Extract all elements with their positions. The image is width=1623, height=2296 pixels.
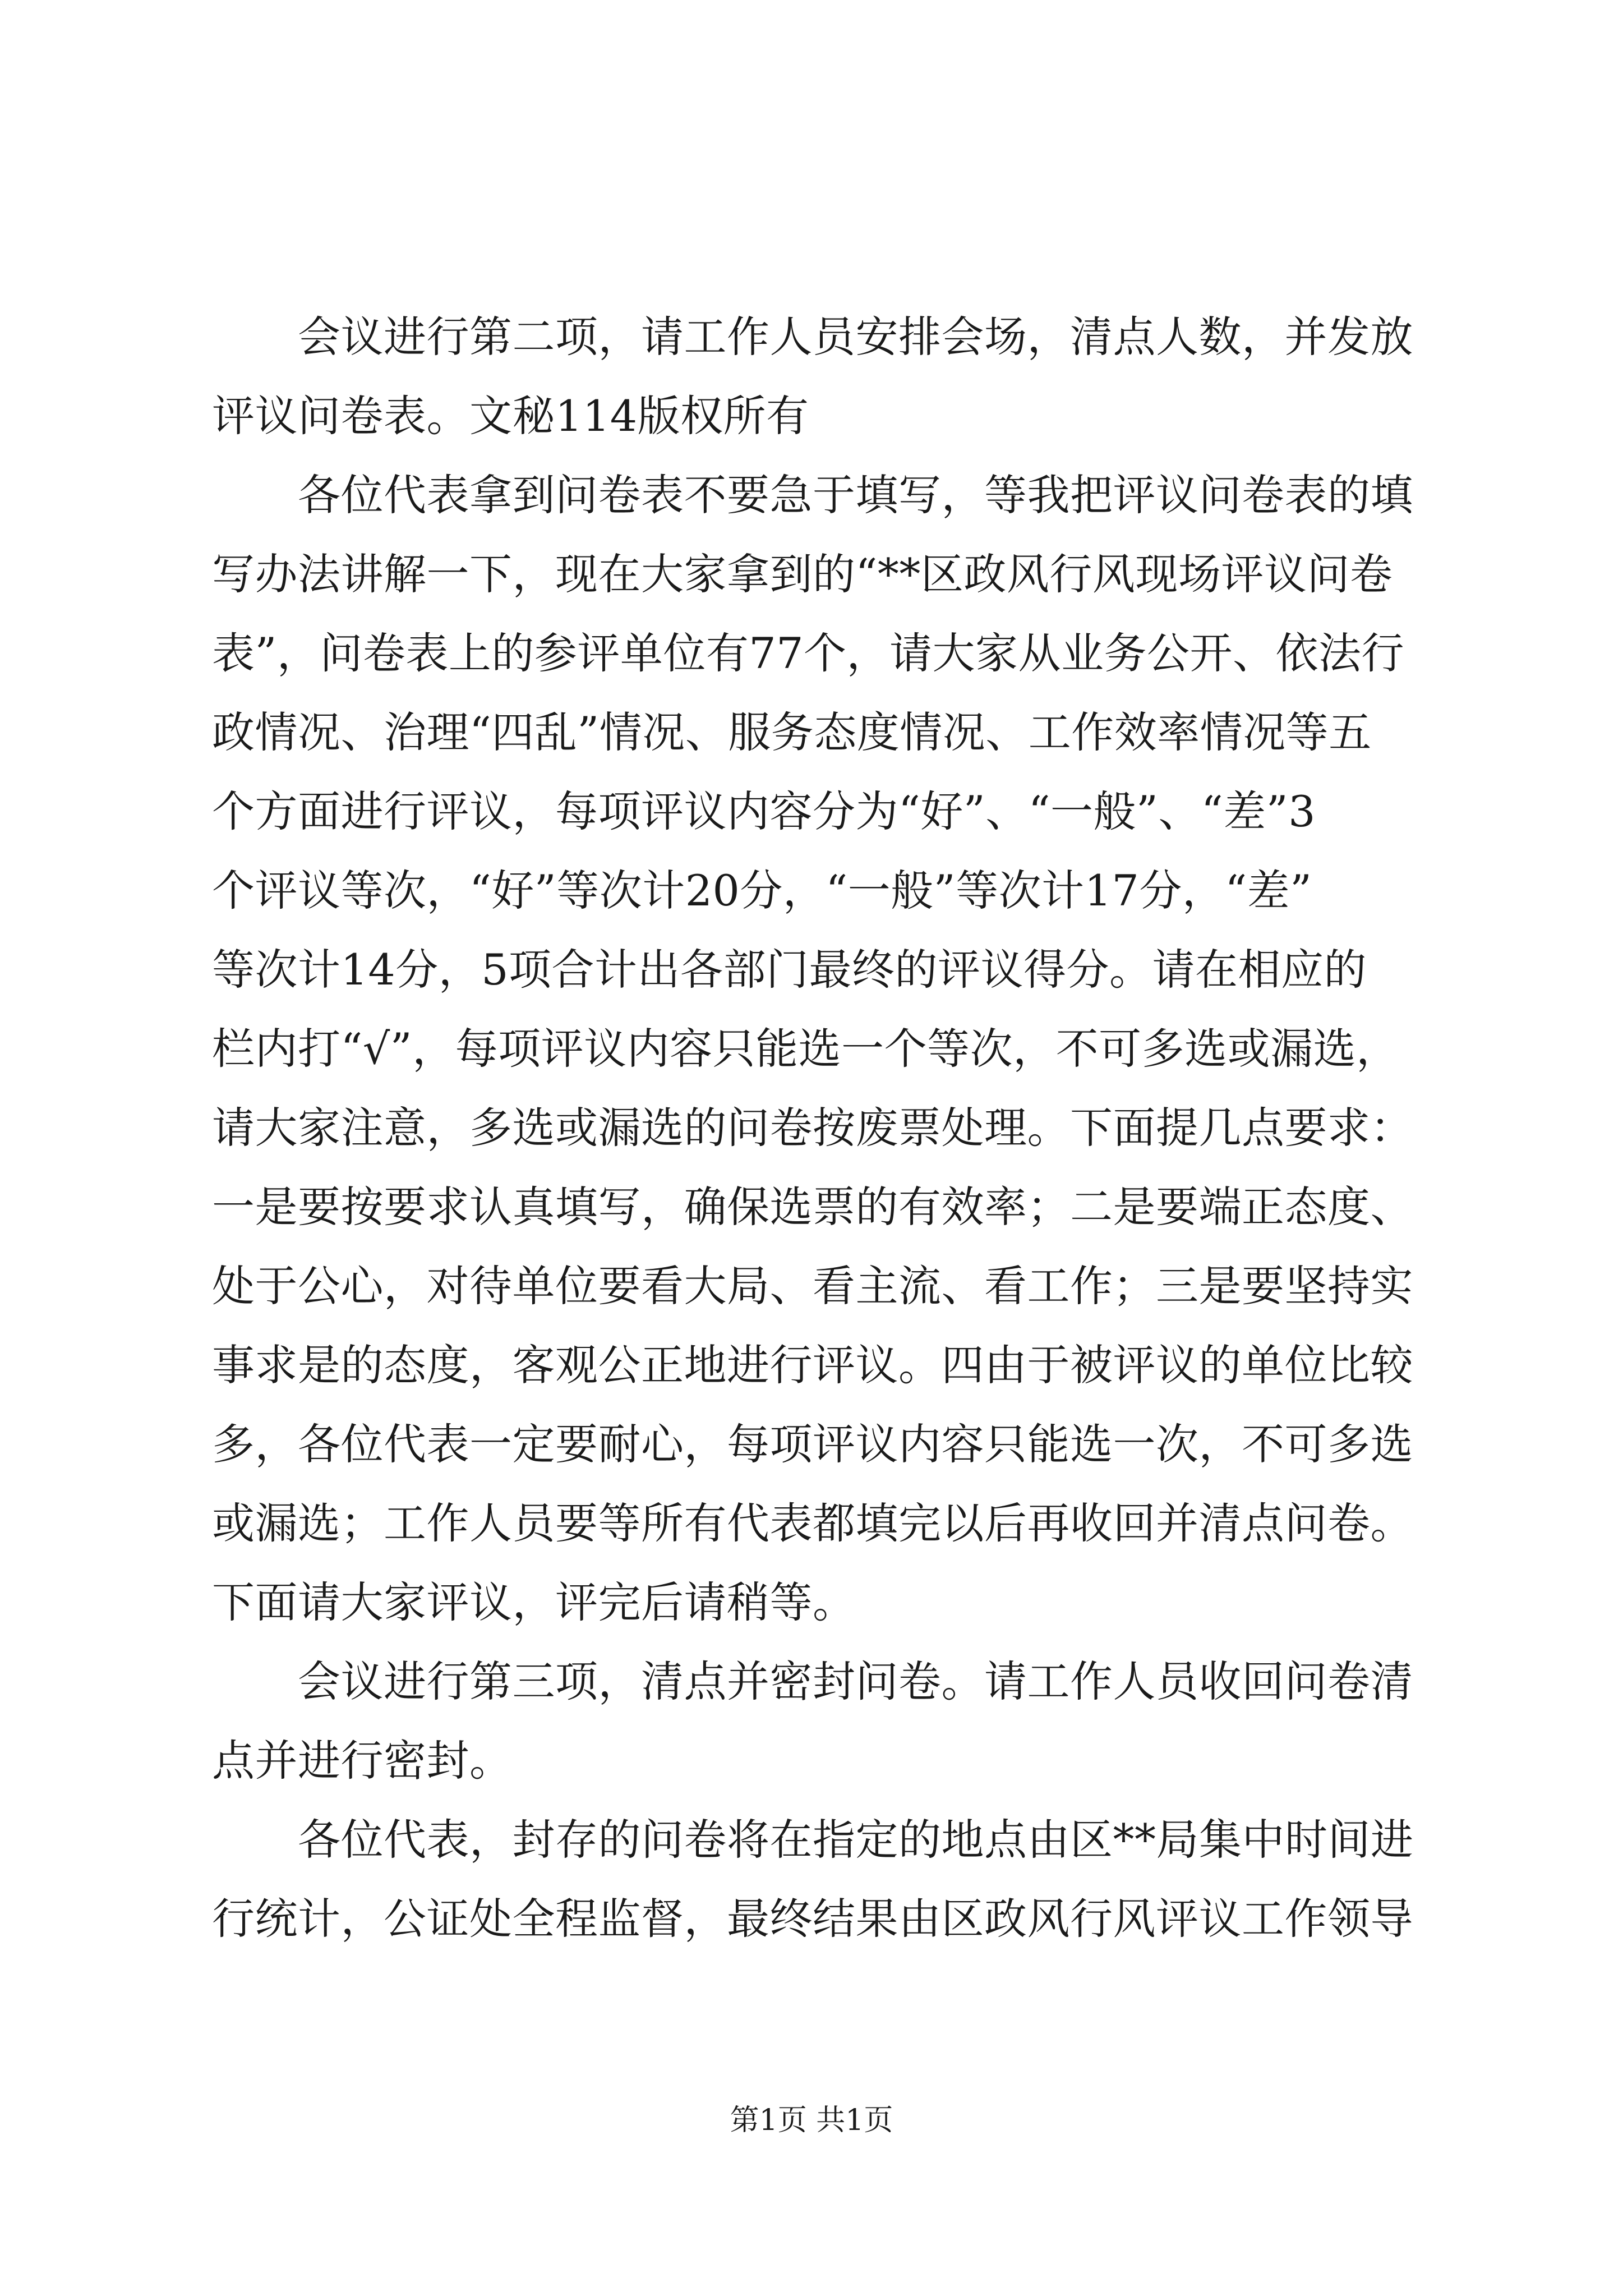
page-number-footer: 第1页 共1页 xyxy=(730,2104,893,2137)
text-line: 栏内打“√”，每项评议内容只能选一个等次，不可多选或漏选， xyxy=(212,1024,1399,1074)
text-line: 请大家注意，多选或漏选的问卷按废票处理。下面提几点要求： xyxy=(212,1103,1413,1153)
text-line: 一是要按要求认真填写，确保选票的有效率；二是要端正态度、 xyxy=(212,1182,1413,1232)
text-line: 评议问卷表。文秘114版权所有 xyxy=(212,391,809,441)
text-line: 行统计，公证处全程监督，最终结果由区政风行风评议工作领导 xyxy=(212,1894,1413,1944)
text-line: 多，各位代表一定要耐心，每项评议内容只能选一次，不可多选 xyxy=(212,1419,1413,1469)
text-line: 各位代表拿到问卷表不要急于填写，等我把评议问卷表的填 xyxy=(212,470,1413,520)
text-line: 会议进行第二项，请工作人员安排会场，清点人数，并发放 xyxy=(212,312,1413,362)
text-line: 或漏选；工作人员要等所有代表都填完以后再收回并清点问卷。 xyxy=(212,1498,1413,1548)
text-line: 会议进行第三项，清点并密封问卷。请工作人员收回问卷清 xyxy=(212,1657,1413,1706)
text-line: 等次计14分，5项合计出各部门最终的评议得分。请在相应的 xyxy=(212,945,1367,995)
text-line: 各位代表，封存的问卷将在指定的地点由区**局集中时间进 xyxy=(212,1815,1414,1865)
text-line: 写办法讲解一下，现在大家拿到的“**区政风行风现场评议问卷 xyxy=(212,549,1393,599)
text-line: 处于公心，对待单位要看大局、看主流、看工作；三是要坚持实 xyxy=(212,1261,1413,1311)
text-line: 表”，问卷表上的参评单位有77个，请大家从业务公开、依法行 xyxy=(212,628,1405,678)
text-line: 下面请大家评议，评完后请稍等。 xyxy=(212,1577,856,1627)
text-line: 点并进行密封。 xyxy=(212,1736,513,1786)
text-line: 个方面进行评议，每项评议内容分为“好”、“一般”、“差”3 xyxy=(212,786,1316,836)
text-line: 事求是的态度，客观公正地进行评议。四由于被评议的单位比较 xyxy=(212,1340,1413,1390)
text-line: 个评议等次，“好”等次计20分，“一般”等次计17分，“差” xyxy=(212,866,1312,915)
document-body xyxy=(212,297,1418,1958)
text-line: 政情况、治理“四乱”情况、服务态度情况、工作效率情况等五 xyxy=(212,707,1372,757)
